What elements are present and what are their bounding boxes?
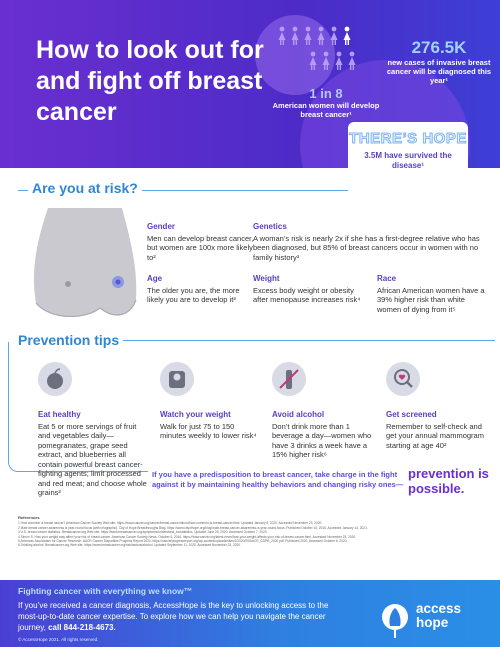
risk-factor-label: Weight [253, 274, 280, 283]
logo-text [416, 602, 461, 630]
risk-section-title: Are you at risk? [28, 180, 142, 196]
reference-item: 4 Simon S. How your weight may affect your risk of breast cancer. American Cancer Society News. October 6, 2016. https://www.cancer.org/latest-news/how-your-weight-affects-your-risk-of-breast-cancer.html. Accessed November 23, 2020. [18, 534, 357, 539]
risk-factor-label: Age [147, 274, 163, 283]
stat-new-cases [385, 38, 493, 85]
reference-item: 5 American Association for Cancer Research. AACR Cancer Disparities Progress Report 2020. https://cancerprogressreport.org/wp-content/uploads/sites/2/2020/09/AACR_CDPR_2020.pdf. Published 2020. Accessed October 6, 2020. [18, 539, 348, 544]
woman-figure-icon [304, 26, 312, 46]
woman-figure-icon [317, 26, 325, 46]
risk-factor-text: Men can develop breast cancer, but women are 100x more likely to² [147, 233, 254, 262]
stat-value: 1 in 8 [309, 86, 343, 101]
reference-item: 2 Male breast cancer awareness is year-round focus (with infographic). City of Hope Breakthroughs Blog. https://www.cityofhope.org/blog/male-breast-cancer-awareness-is-year-round-focus. Published October 10, 2016. Accessed January 14, 2021. [18, 525, 368, 530]
screen-heart-icon [386, 362, 420, 396]
footer-call-link[interactable]: call 844-218-4673. [48, 623, 116, 632]
references [18, 516, 488, 548]
breast-illustration [30, 208, 138, 323]
woman-figure-icon [278, 26, 286, 46]
reference-item: 1 How common is breast cancer? American Cancer Society Web site. https://www.cancer.org/cancer/breast-cancer/about/how-common-is-breast-cancer.html. Updated January 8, 2020. Accessed November 23, 2020. [18, 521, 323, 526]
logo-line-1: access [416, 601, 462, 616]
footer-text [18, 600, 338, 633]
tip-watch-weight [160, 410, 260, 441]
divider [120, 340, 495, 341]
risk-factor-text: African American women have a 39% higher risk than white women of dying from it⁵ [377, 285, 485, 314]
woman-figure-icon [291, 26, 299, 46]
tip-label: Get screened [386, 410, 437, 419]
risk-factor-text: A woman’s risk is nearly 2x if she has a first-degree relative who has been diagnosed, but 85% of breast cancers occur in women with no family history³ [253, 233, 480, 262]
woman-figure-icon [322, 51, 330, 71]
risk-factor-label: Genetics [253, 222, 287, 231]
stat-text: American women will develop breast cancer¹ [272, 101, 380, 119]
scale-icon [160, 362, 194, 396]
tip-text: Walk for just 75 to 150 minutes weekly to lower risk⁴ [160, 421, 257, 440]
reference-item: 6 Drinking alcohol. Breastcancer.org Web site. https://www.breastcancer.org/risk/factors/alcohol. Updated September 11, 2020. Accessed November 23, 2020. [18, 543, 241, 548]
prevention-section-title: Prevention tips [14, 332, 123, 348]
risk-factor-text: Excess body weight or obesity after menopause increases risk⁴ [253, 285, 361, 304]
footer [0, 580, 500, 647]
logo-mark-icon [380, 602, 410, 640]
tip-avoid-alcohol [272, 410, 378, 460]
risk-factor-gender [147, 222, 259, 262]
tip-text: Eat 5 or more servings of fruit and vegetables daily—pomegranates, grape seed extract, and blueberries all contain powerful breast cancer-fighting agents; limit processed and red meat; and choose whole grains² [38, 421, 147, 497]
tip-text: Don’t drink more than 1 beverage a day—women who have 3 drinks a week have a 15% higher risk⁶ [272, 421, 372, 459]
tip-text: Remember to self-check and get your annual mammogram starting at age 40² [386, 421, 484, 450]
reference-item: 3 U.S. breast cancer statistics. Breastcancer.org Web site. https://www.breastcancer.org/symptoms/understand_bc/statistics. Updated June 25, 2020. Accessed October 7, 2020. [18, 530, 268, 535]
tip-get-screened [386, 410, 490, 450]
footer-body: If you’ve received a cancer diagnosis, AccessHope is the key to unlocking access to the most-up-to-date cancer expertise. To explore how we can help you navigate the cancer journey, [18, 601, 329, 632]
risk-factor-race [377, 274, 485, 314]
divider [8, 342, 18, 472]
apple-icon [38, 362, 72, 396]
accesshope-logo [380, 602, 488, 642]
tip-label: Watch your weight [160, 410, 231, 419]
woman-figure-icon [335, 51, 343, 71]
risk-factor-genetics [253, 222, 485, 262]
references-title: References [18, 515, 40, 520]
stat-one-in-eight [270, 86, 382, 119]
hope-text: 3.5M have survived the disease¹ [364, 151, 452, 170]
footer-title: Fighting cancer with everything we know™ [18, 586, 193, 596]
hope-title: THERE’S HOPE [349, 130, 467, 147]
risk-factor-label: Race [377, 274, 397, 283]
risk-factor-text: The older you are, the more likely you are to develop it³ [147, 285, 240, 304]
page-title: How to look out for and fight off breast cancer [36, 36, 264, 126]
no-alcohol-icon [272, 362, 306, 396]
risk-factor-age [147, 274, 247, 305]
hope-card [348, 122, 468, 194]
woman-figure-icon [343, 26, 351, 46]
copyright: © AccessHope 2021. All rights reserved. [18, 637, 99, 642]
tip-label: Eat healthy [38, 410, 81, 419]
risk-factor-label: Gender [147, 222, 176, 231]
stat-text: new cases of invasive breast cancer will be diagnosed this year¹ [386, 58, 492, 85]
risk-factor-weight [253, 274, 363, 305]
tip-label: Avoid alcohol [272, 410, 325, 419]
prevention-callout: If you have a predisposition to breast cancer, take charge in the fight against it by maintaining healthy behaviors and changing risky ones— [152, 470, 404, 489]
woman-figure-icon [348, 51, 356, 71]
tip-eat-healthy [38, 410, 150, 498]
stat-value: 276.5K [411, 38, 467, 57]
women-figures-icon [278, 26, 374, 76]
woman-figure-icon [330, 26, 338, 46]
woman-figure-icon [309, 51, 317, 71]
prevention-callout-emphasis: prevention is possible. [408, 466, 489, 496]
logo-line-2: hope [416, 615, 449, 630]
